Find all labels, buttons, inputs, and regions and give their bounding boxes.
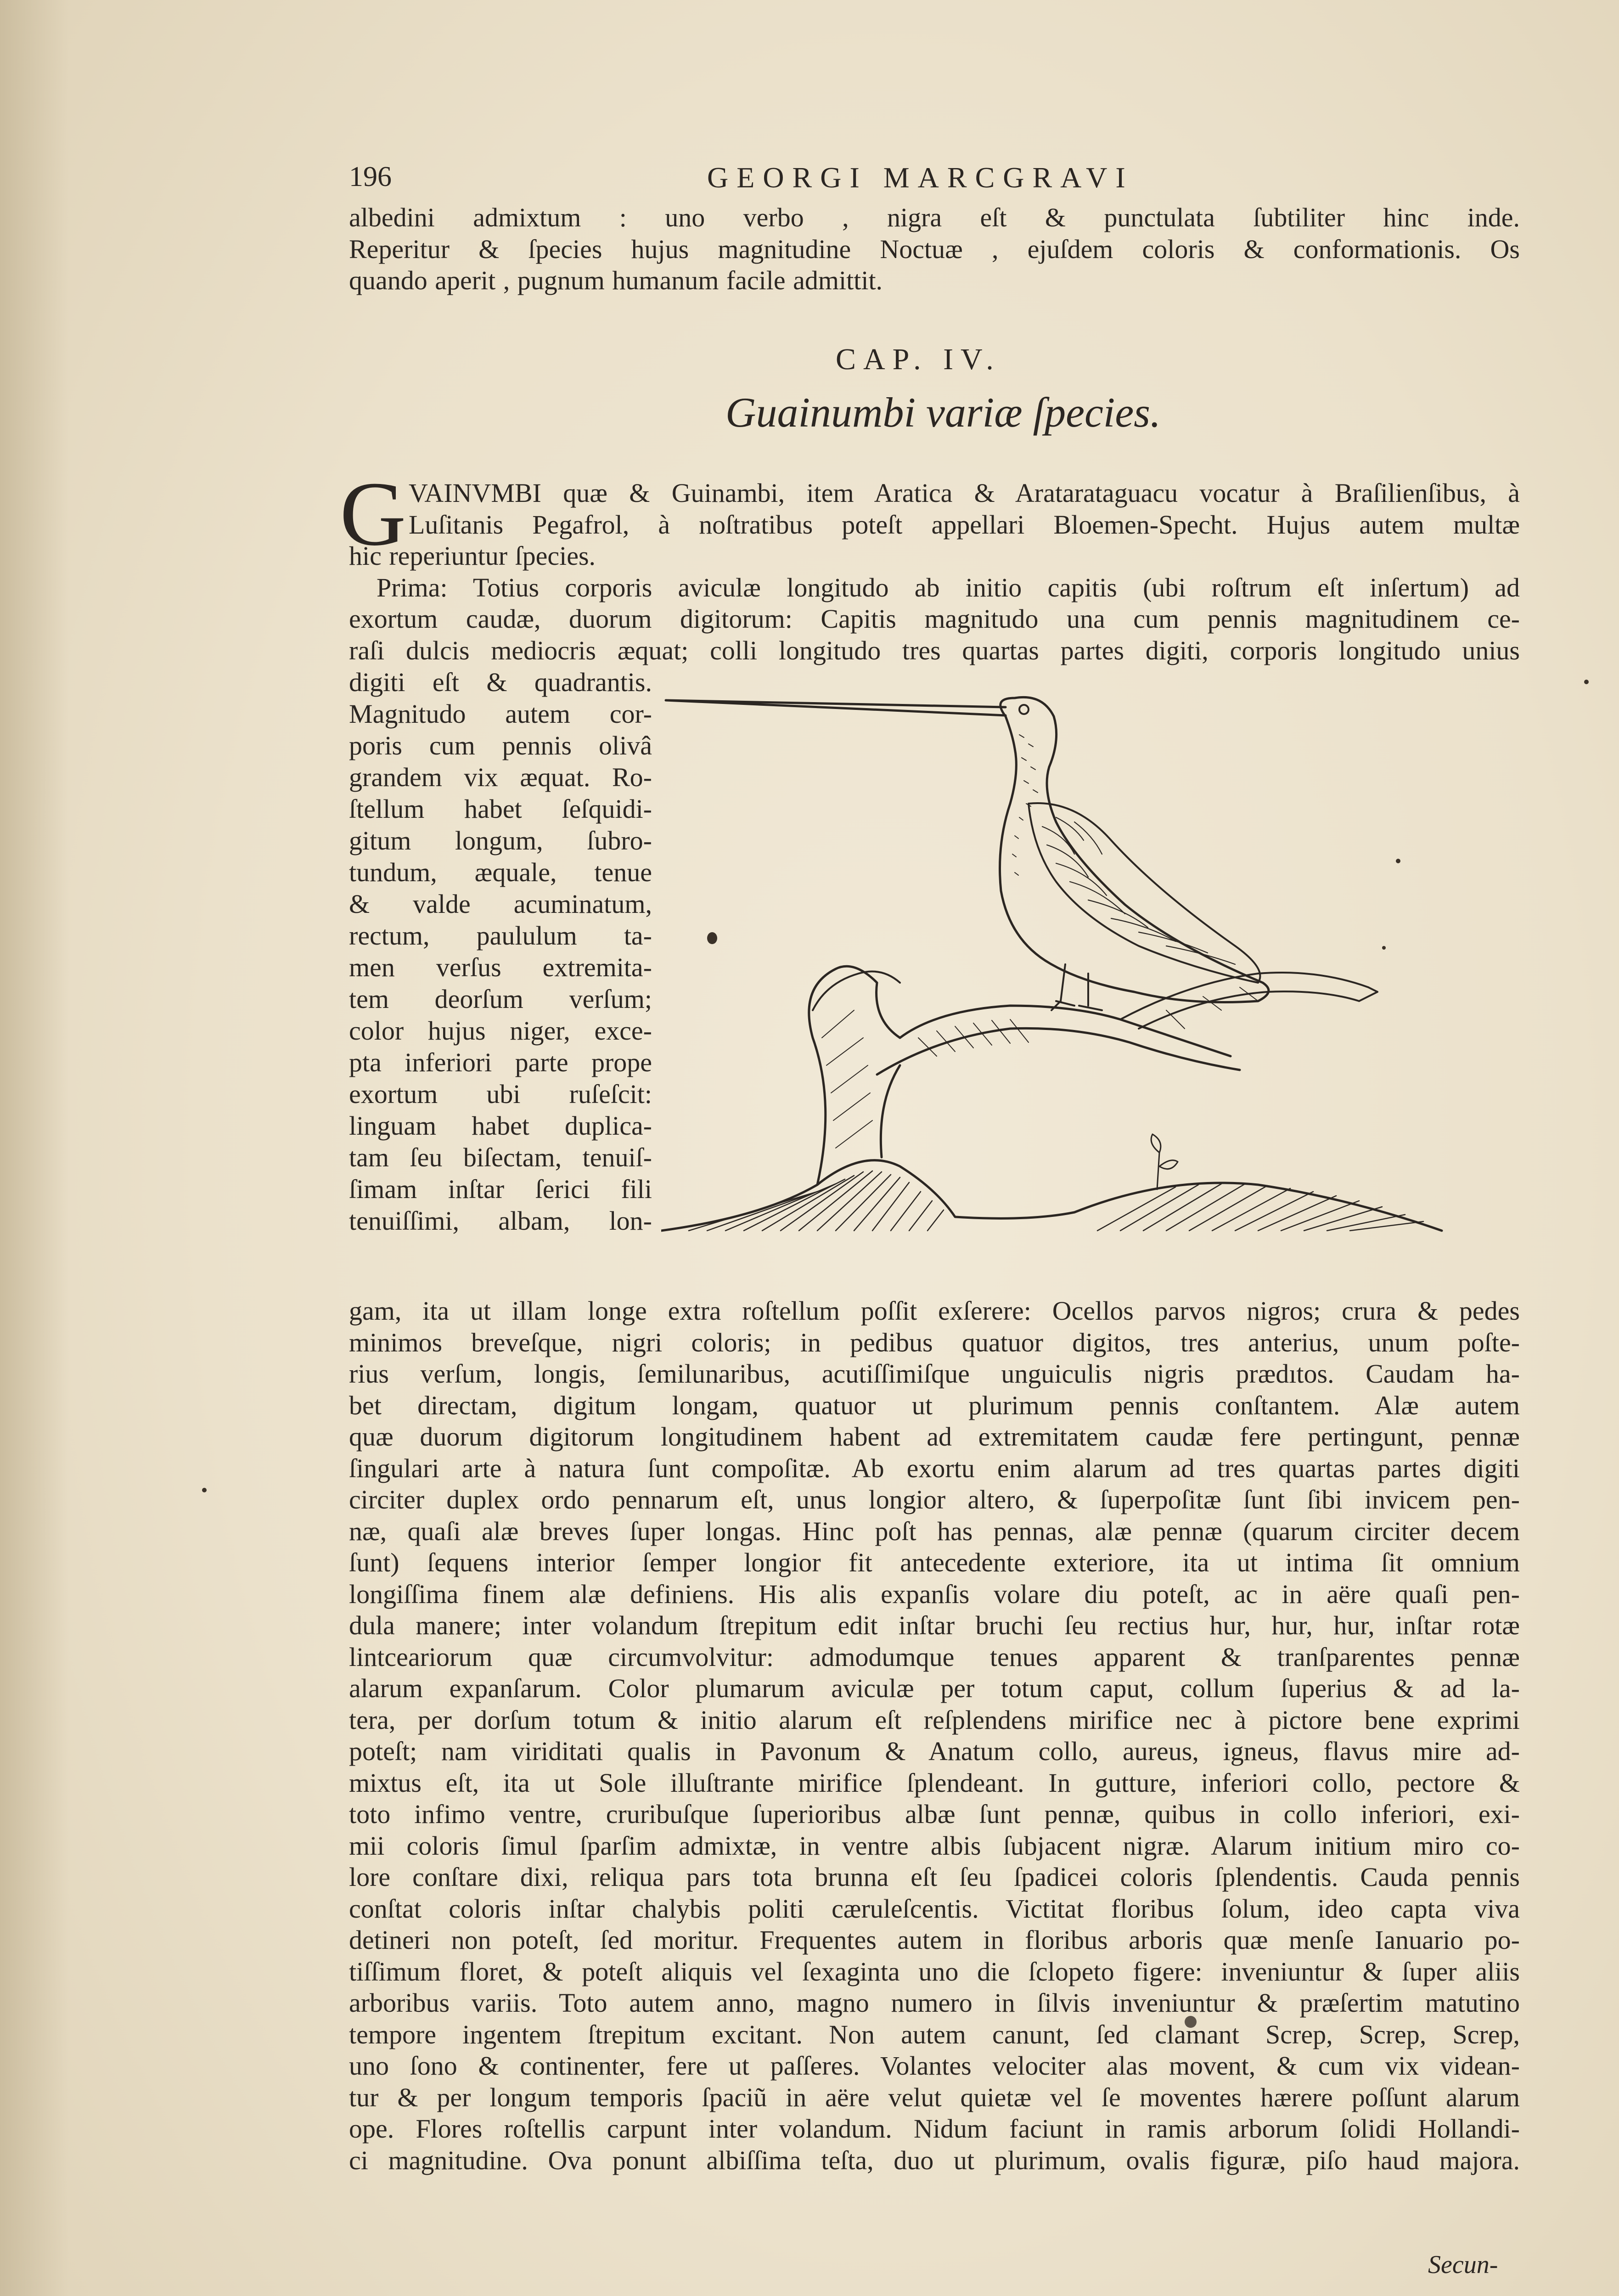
text-line: & valde acuminatum, [349,889,652,919]
text-line: lore conſtare dixi, reliqua pars tota brunna eſt ſeu ſpadicei coloris ſplendentis. Cauda pennis [349,1862,1520,1892]
text-line: ſtellum habet ſeſquidi- [349,794,652,824]
text-line: linguam habet duplica- [349,1111,652,1141]
text-line: color hujus niger, exce- [349,1016,652,1046]
text-line: gam, ita ut illam longe extra roſtellum poſſit exſerere: Ocellos parvos nigros; crura & pedes [349,1296,1520,1326]
text-line: tempore ingentem ſtrepitum excitant. Non autem canunt, ſed clamant Screp, Screp, Screp, [349,2019,1520,2049]
ink-speck [1584,680,1589,684]
text-line: minimos breveſque, nigri coloris; in pedibus quatuor digitos, tres anterius, unum poſte- [349,1327,1520,1357]
text-line: Prima: Totius corporis aviculæ longitudo ab initio capitis (ubi roſtrum eſt inſertum) ad [377,572,1520,602]
text-line: arboribus variis. Toto autem anno, magno numero in ſilvis inveniuntur & præſertim matutino [349,1988,1520,2018]
text-line: quæ duorum digitorum longitudinem habent ad extremitatem caudæ fere pertingunt, pennæ [349,1422,1520,1452]
intro-lines-2 [349,540,1520,666]
text-line: exortum ubi ruſeſcit: [349,1079,652,1109]
text-line: tenuiſſimi, albam, lon- [349,1206,652,1236]
text-line: Luſitanis Pegafrol, à noſtratibus poteſt appellari Bloemen-Specht. Hujus autem multæ [409,509,1520,540]
text-line: dula manere; inter volandum ſtrepitum edit inſtar bruchi ſeu rectius hur, hur, hur, inſtar rotæ [349,1610,1520,1640]
text-line: tam ſeu biſectam, tenuiſ- [349,1142,652,1172]
text-line: longiſſima finem alæ definiens. His alis expanſis volare diu poteſt, ac in aëre quaſi pen- [349,1579,1520,1609]
ink-speck [202,1488,207,1492]
text-line: ope. Flores roſtellis carpunt inter volandum. Nidum faciunt in ramis arborum ſolidi Hollandi- [349,2114,1520,2144]
text-line: ci magnitudine. Ova ponunt albiſſima teſta, duo ut plurimum, ovalis figuræ, piſo haud majora. [349,2145,1520,2175]
text-line: alarum expanſarum. Color plumarum aviculæ per totum caput, collum ſuperius & ad la- [349,1673,1520,1703]
text-line: raſi dulcis mediocris æquat; colli longitudo tres quartas partes digiti, corporis longitudo unius [349,635,1520,665]
text-line: tundum, æquale, tenue [349,857,652,887]
text-line: detineri non poteſt, ſed moritur. Frequentes autem in floribus arboris quæ menſe Ianuario po- [349,1925,1520,1955]
text-line: circiter duplex ordo pennarum eſt, unus longior altero, & ſuperpoſitæ ſunt ſibi invicem pen- [349,1485,1520,1514]
text-line: tiſſimum floret, & poteſt aliquis vel ſexaginta uno die ſclopeto figere: inveniuntur & ſuper aliis [349,1956,1520,1986]
text-line: Magnitudo autem cor- [349,699,652,729]
text-line: tur & per longum temporis ſpaciũ in aëre velut quietæ vel ſe moventes hærere poſſunt alarum [349,2082,1520,2112]
text-line: tem deorſum verſum; [349,984,652,1014]
page-number: 196 [349,161,392,192]
text-line: hic reperiuntur ſpecies. [349,541,596,571]
text-line: lintceariorum quæ circumvolvitur: admodumque tenues apparent & tranſparentes pennæ [349,1642,1520,1672]
text-line: mixtus eſt, ita ut Sole illuſtrante mirifice ſplendeant. In gutture, inferiori collo, pectore & [349,1767,1520,1798]
text-line: VAINVMBI quæ & Guinambi, item Aratica & Aratarataguacu vocatur à Braſilienſibus, à [409,478,1520,508]
text-line: rius verſum, longis, ſemilunaribus, acutiſſimiſque unguiculis nigris prædıtos. Caudam ha- [349,1359,1520,1389]
text-line: uno ſono & continenter, fere ut paſſeres. Volantes velociter alas movent, & cum vix videan- [349,2051,1520,2081]
chapter-title: Guainumbi variæ ſpecies. [725,389,1161,436]
text-line: tera, per dorſum totum & initio alarum eſt reſplendens mirifice nec à pictore bene exprimi [349,1705,1520,1735]
text-line: næ, quaſi alæ breves ſuper longas. Hinc poſt has pennas, alæ pennæ (quarum circiter decem [349,1516,1520,1546]
narrow-column [349,666,652,1237]
text-line: ſunt) ſequens interior ſemper longior fit antecedente exteriore, ita ut intima ſit omnium [349,1548,1520,1577]
hummingbird-woodcut [661,689,1469,1281]
text-line: ſingulari arte à natura ſunt compoſitæ. Ab exortu enim alarum ad tres quartas partes digiti [349,1453,1520,1483]
catchword: Secun- [1428,2251,1498,2279]
text-line: Reperitur & ſpecies hujus magnitudine Noctuæ , ejuſdem coloris & conformationis. Os [349,234,1520,264]
text-line: grandem vix æquat. Ro- [349,762,652,792]
binding-shadow [0,0,69,2296]
body-paragraph [349,1295,1520,2176]
text-line: conſtat coloris inſtar chalybis politi cæruleſcentis. Victitat floribus ſolum, ideo capta viva [349,1893,1520,1924]
text-line: toto infimo ventre, cruribuſque ſuperioribus albæ ſunt pennæ, quibus in collo inferiori, exi- [349,1799,1520,1829]
text-line: quando aperit , pugnum humanum facile admittit. [349,265,883,295]
intro-lines-1 [409,478,1520,540]
text-line: digiti eſt & quadrantis. [349,667,652,697]
text-line: pta inferiori parte prope [349,1047,652,1077]
text-line: bet directam, digitum longam, quatuor ut plurimum pennis conſtantem. Alæ autem [349,1390,1520,1420]
text-line: albedini admixtum : uno verbo , nigra eſt & punctulata ſubtiliter hinc inde. [349,203,1520,232]
text-line: poris cum pennis olivâ [349,731,652,760]
text-line: men verſus extremita- [349,952,652,982]
running-title: GEORGI MARCGRAVI [707,161,1134,194]
chapter-number: CAP. IV. [836,343,1001,376]
drop-cap: G [340,463,406,565]
text-line: exortum caudæ, duorum digitorum: Capitis magnitudo una cum pennis magnitudinem ce- [349,604,1520,634]
running-head [349,161,1552,197]
top-paragraph [349,202,1520,297]
text-line: poteſt; nam viriditati qualis in Pavonum & Anatum collo, aureus, igneus, flavus mire ad- [349,1736,1520,1766]
text-line: ſimam inſtar ſerici fili [349,1174,652,1204]
text-line: mii coloris ſimul ſparſim admixtæ, in ventre albis ſubjacent nigræ. Alarum initium miro co- [349,1830,1520,1861]
text-line: gitum longum, ſubro- [349,826,652,855]
text-line: rectum, paululum ta- [349,921,652,951]
